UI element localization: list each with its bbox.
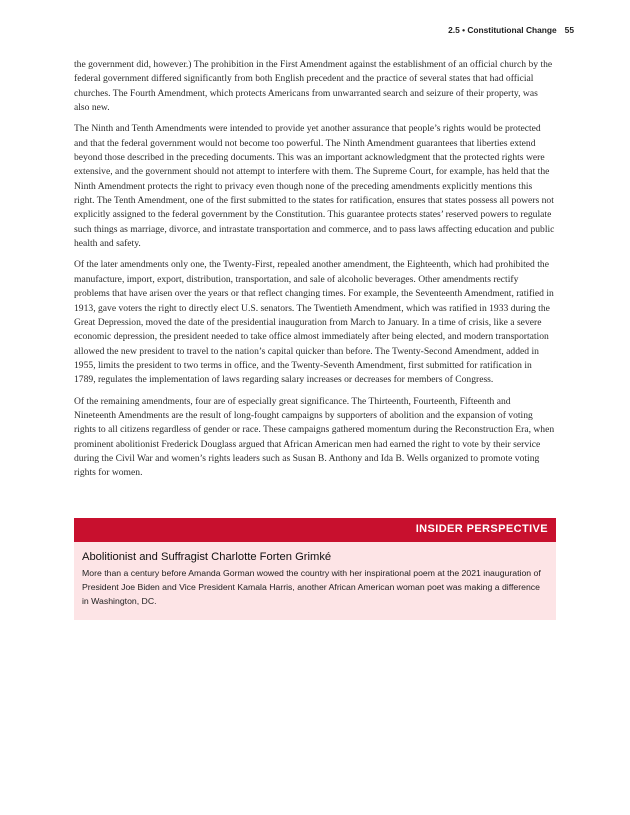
callout-header-bar: [74, 518, 556, 542]
paragraph: Of the remaining amendments, four are of especially great significance. The Thirteenth, Fourteenth, Fifteenth and Nineteenth Amendments are the result of long-fought campaigns by supporters of abolition and the expansion of voting rights to all citizens regardless of gender or race. These campaigns gathered momentum during the Reconstruction Era, when prominent abolitionist Frederick Douglass argued that African American men had earned the right to vote by their service during the Civil War and women’s rights leaders such as Susan B. Anthony and Ida B. Wells organized to promote voting rights for women.: [74, 395, 555, 479]
callout-title: Abolitionist and Suffragist Charlotte Forten Grimké: [82, 551, 332, 563]
section-title: 2.5 • Constitutional Change: [448, 25, 557, 35]
insider-perspective-callout: [74, 518, 556, 620]
page-number: 55: [564, 25, 574, 35]
body-text: [74, 58, 555, 488]
paragraph: Of the later amendments only one, the Twenty-First, repealed another amendment, the Eighteenth, which had prohibited the manufacture, import, export, distribution, transportation, and sale of alcoholic beverages. Other amendments rectify problems that have arisen over the years or that reflect changing times. For example, the Seventeenth Amendment, ratified in 1913, gave voters the right to directly elect U.S. senators. The Twentieth Amendment, which was ratified in 1933 during the Great Depression, moved the date of the presidential inauguration from March to January. In a time of crisis, like a severe economic depression, the president needed to take office almost immediately after being elected, and modern transportation allowed the new president to travel to the nation’s capital quicker than before. The Twenty-Second Amendment, added in 1955, limits the president to two terms in office, and the Twenty-Seventh Amendment, first submitted for ratification in 1789, regulates the implementation of laws regarding salary increases or decreases for members of Congress.: [74, 259, 554, 386]
paragraph: The Ninth and Tenth Amendments were intended to provide yet another assurance that people’s rights would be protected and that the federal government would not become too powerful. The Ninth Amendment guarantees that liberties extend beyond those described in the preceding documents. This was an important acknowledgment that the protected rights were extensive, and the government should not attempt to interfere with them. The Supreme Court, for example, has held that the Ninth Amendment protects the right to privacy even though none of the preceding amendments explicitly mentions this right. The Tenth Amendment, one of the first submitted to the states for ratification, ensures that states possess all powers not explicitly assigned to the federal government by the Constitution. This guarantee protects states’ reserved powers to regulate such things as marriage, divorce, and intrastate transportation and commerce, and to pass laws affecting education and public health and safety.: [74, 123, 555, 250]
paragraph: the government did, however.) The prohibition in the First Amendment against the establishment of an official church by the federal government differed significantly from both English precedent and the practice of several states that had official churches. The Fourth Amendment, which protects Americans from unwarranted search and seizure of their property, was also new.: [74, 59, 553, 114]
callout-label: INSIDER PERSPECTIVE: [415, 523, 548, 535]
callout-text: More than a century before Amanda Gorman wowed the country with her inspirational poem at the 2021 inauguration of President Joe Biden and Vice President Kamala Harris, another African American woman poet was making a difference in Washington, DC.: [82, 568, 541, 607]
running-header: [448, 25, 574, 35]
